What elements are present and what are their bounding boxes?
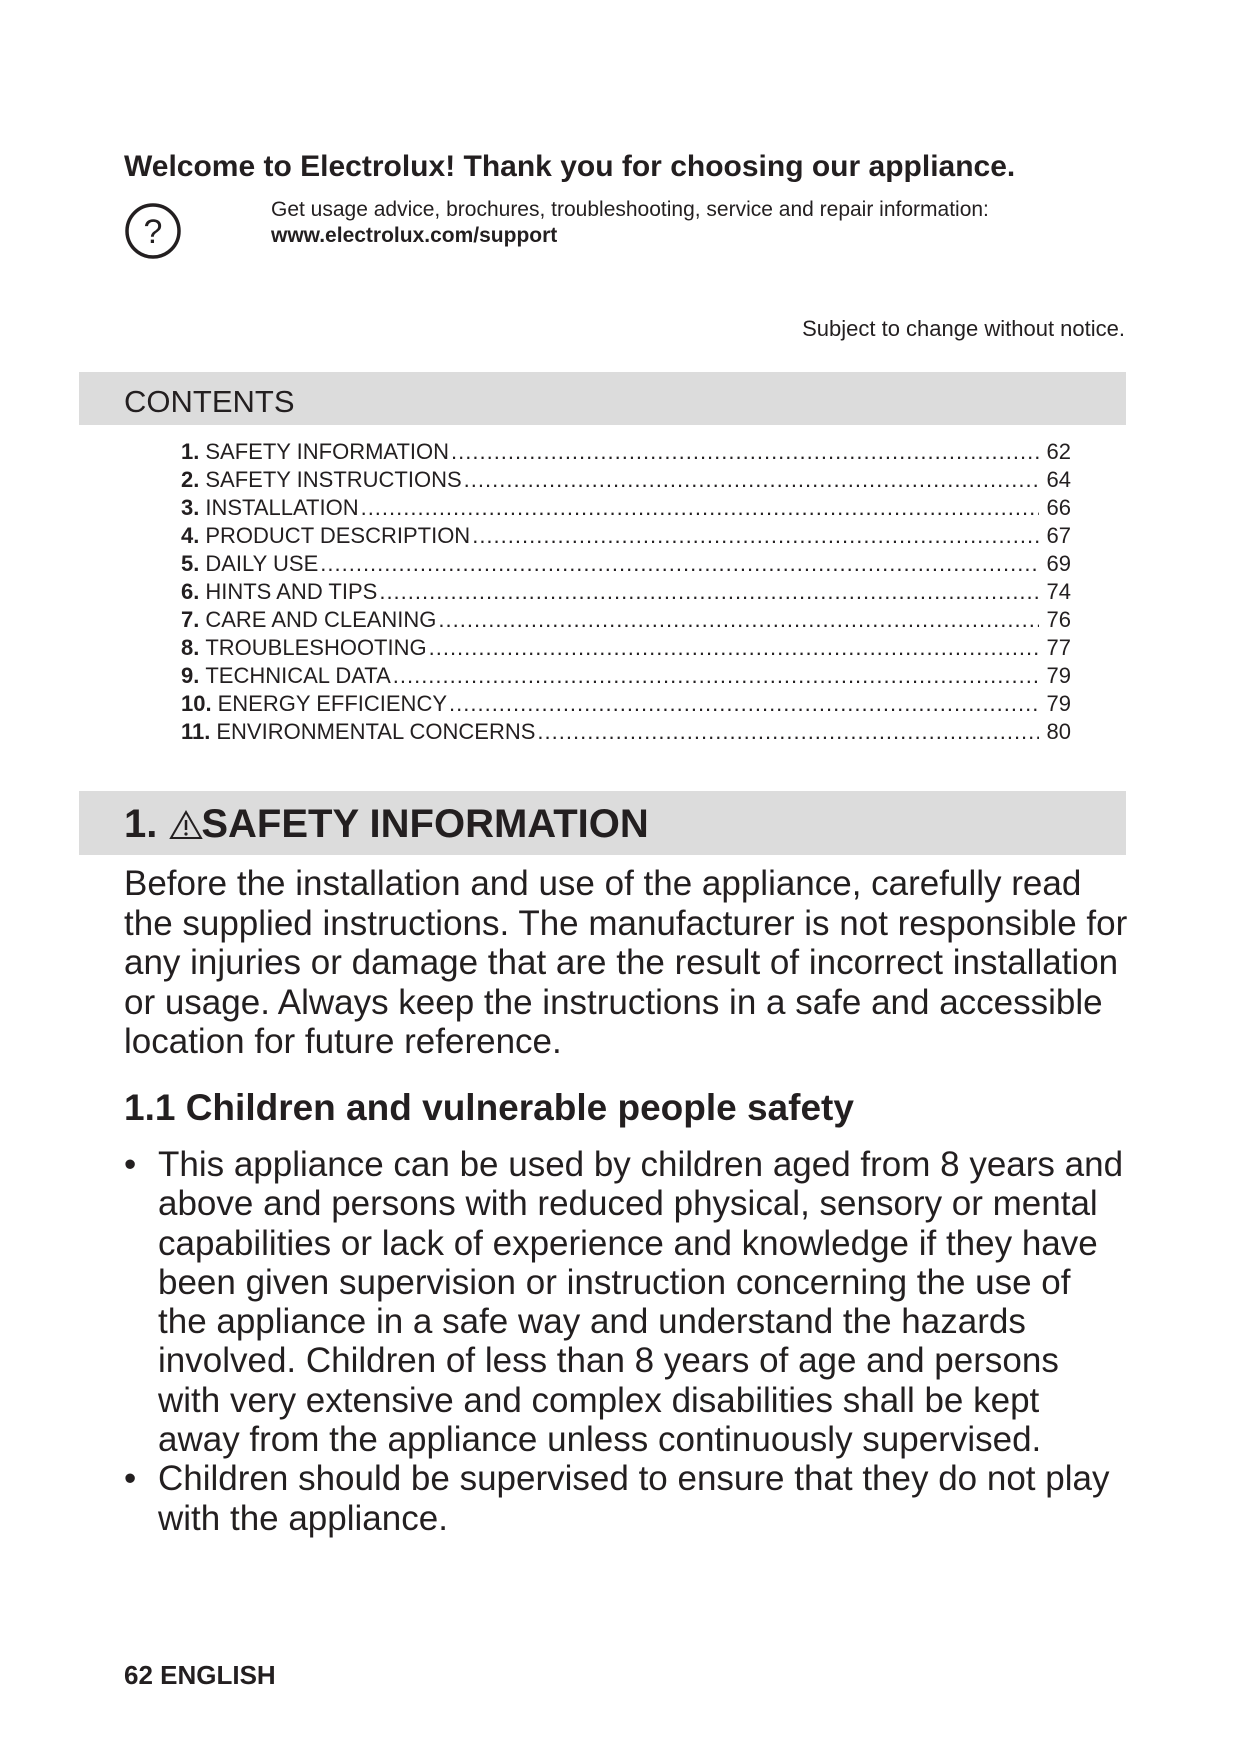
toc-item[interactable] (181, 606, 1071, 634)
toc-item-number: 6. (181, 579, 200, 604)
toc-item[interactable] (181, 634, 1071, 662)
toc-item-label: TECHNICAL DATA (205, 663, 391, 688)
toc-item-page: 79 (1046, 691, 1071, 716)
toc-dot-leader (464, 466, 1039, 494)
toc-item-label: CARE AND CLEANING (205, 607, 437, 632)
toc-item-label: HINTS AND TIPS (205, 579, 378, 604)
toc-item-page: 80 (1046, 719, 1071, 744)
toc-item-number: 5. (181, 551, 200, 576)
toc-item[interactable] (181, 494, 1071, 522)
section-number: 1. (124, 802, 158, 846)
toc-item-label: SAFETY INFORMATION (205, 439, 450, 464)
toc-dot-leader (472, 522, 1039, 550)
toc-item-number: 2. (181, 467, 200, 492)
toc-item[interactable] (181, 466, 1071, 494)
toc-item-label: SAFETY INSTRUCTIONS (205, 467, 462, 492)
toc-item-page: 77 (1046, 635, 1071, 660)
section-title-text: SAFETY INFORMATION (201, 802, 649, 846)
toc-item[interactable] (181, 718, 1071, 746)
toc-item-number: 4. (181, 523, 200, 548)
toc-item-page: 79 (1046, 663, 1071, 688)
support-link[interactable]: www.electrolux.com/support (271, 224, 558, 247)
toc-item-number: 8. (181, 635, 200, 660)
section-title (124, 802, 649, 847)
toc-item-number: 9. (181, 663, 200, 688)
toc-item[interactable] (181, 550, 1071, 578)
toc-dot-leader (379, 578, 1039, 606)
page-footer: 62 ENGLISH (124, 1660, 276, 1690)
list-item (124, 1459, 1124, 1538)
toc-dot-leader (393, 662, 1039, 690)
toc-item-page: 62 (1046, 439, 1071, 464)
bullet-list (124, 1145, 1124, 1538)
toc-item-page: 67 (1046, 523, 1071, 548)
toc-dot-leader (320, 550, 1039, 578)
list-item-text: Children should be supervised to ensure that they do not play with the appliance. (158, 1459, 1110, 1538)
contents-title: CONTENTS (124, 384, 295, 419)
toc-dot-leader (361, 494, 1039, 522)
support-info (271, 197, 989, 249)
toc-item-page: 64 (1046, 467, 1071, 492)
subsection-title: 1.1 Children and vulnerable people safety (124, 1087, 854, 1128)
warning-triangle-icon (169, 810, 203, 840)
list-item-text: This appliance can be used by children aged from 8 years and above and persons with reduced physical, sensory or mental capabilities or lack of experience and knowledge if they have been given supervision or instruction concerning the use of the appliance in a safe way and understand the hazards involved. Children of less than 8 years of age and persons with very extensive and complex disabilities shall be kept away from the appliance unless continuously supervised. (158, 1145, 1124, 1460)
welcome-heading: Welcome to Electrolux! Thank you for choosing our appliance. (124, 150, 1016, 183)
toc-dot-leader (438, 606, 1039, 634)
change-notice: Subject to change without notice. (802, 316, 1125, 341)
toc-item[interactable] (181, 578, 1071, 606)
toc-item-number: 7. (181, 607, 200, 632)
toc-item[interactable] (181, 662, 1071, 690)
toc-item[interactable] (181, 522, 1071, 550)
toc-item[interactable] (181, 690, 1071, 718)
svg-text:?: ? (143, 213, 163, 251)
toc-item-label: ENVIRONMENTAL CONCERNS (216, 719, 536, 744)
toc-dot-leader (537, 718, 1039, 746)
toc-item-number: 3. (181, 495, 200, 520)
toc-item-number: 10. (181, 691, 212, 716)
bullet-icon: • (124, 1145, 137, 1184)
list-item (124, 1145, 1124, 1459)
toc-item-page: 69 (1046, 551, 1071, 576)
toc-item[interactable] (181, 438, 1071, 466)
bullet-icon: • (124, 1459, 137, 1499)
table-of-contents (181, 438, 1071, 746)
toc-item-label: ENERGY EFFICIENCY (217, 691, 448, 716)
toc-item-number: 11. (181, 719, 211, 744)
intro-paragraph: Before the installation and use of the appliance, carefully read the supplied instructions. The manufacturer is not responsible for any injuries or damage that are the result of incorrect installation or usage. Always keep the instructions in a safe and accessible location for future reference. (124, 864, 1128, 1061)
toc-item-label: PRODUCT DESCRIPTION (205, 523, 471, 548)
toc-item-number: 1. (181, 439, 200, 464)
toc-dot-leader (451, 438, 1039, 466)
support-text: Get usage advice, brochures, troubleshooting, service and repair information: (271, 198, 989, 221)
toc-item-page: 66 (1046, 495, 1071, 520)
question-circle-icon (124, 202, 182, 260)
toc-item-label: TROUBLESHOOTING (205, 635, 427, 660)
toc-item-page: 76 (1046, 607, 1071, 632)
toc-item-page: 74 (1046, 579, 1071, 604)
toc-item-label: DAILY USE (205, 551, 319, 576)
toc-dot-leader (449, 690, 1039, 718)
toc-dot-leader (429, 634, 1039, 662)
toc-item-label: INSTALLATION (205, 495, 359, 520)
